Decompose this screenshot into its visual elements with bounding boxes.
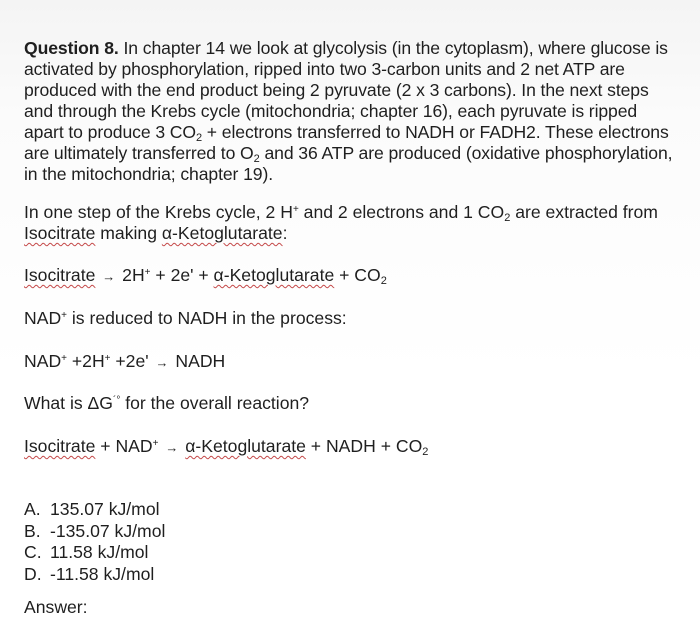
choice-letter: A. [24, 499, 41, 519]
choice-text: 135.07 kJ/mol [50, 499, 160, 519]
eq1-arrow: → [102, 269, 116, 284]
delta-text-1: What is ΔG [24, 393, 113, 413]
choice-text: -11.58 kJ/mol [50, 563, 155, 584]
eq1-part3: + CO [334, 265, 381, 285]
eq2-mid: +2H [67, 351, 105, 371]
choice-letter: B. [24, 520, 41, 541]
eq1-part1: 2H [117, 265, 145, 285]
delta-text-2: for the overall reaction? [120, 393, 310, 413]
krebs-text-3: are extracted from [510, 202, 658, 222]
answer-choices [24, 499, 165, 585]
eq2-arrow: → [155, 355, 169, 370]
eq3-sup: + [152, 438, 159, 449]
intro-sub-1: 2 [195, 132, 203, 144]
eq2-sup2: + [104, 353, 111, 364]
equation-2 [24, 351, 684, 373]
choice-letter: C. [24, 542, 42, 562]
eq3-part1: + NAD [95, 436, 153, 456]
eq3-isocitrate: Isocitrate [24, 436, 96, 456]
krebs-text-5: : [282, 223, 288, 243]
question-intro [24, 38, 674, 185]
krebs-text-4: making [95, 223, 162, 243]
eq1-sup: + [144, 267, 151, 278]
choice-b[interactable] [24, 521, 165, 543]
eq1-isocitrate: Isocitrate [24, 265, 96, 285]
eq3-part2: + NADH + CO [305, 436, 423, 456]
eq3-sub: 2 [422, 446, 429, 458]
eq2-nad: NAD [24, 351, 62, 371]
eq3-arrow: → [165, 440, 179, 455]
eq1-sub: 2 [380, 275, 387, 287]
choice-d[interactable] [24, 564, 165, 586]
intro-text-2: + electrons transferred to NADH or FADH2. These electrons are ultimately transferred to O [24, 122, 669, 163]
delta-g-question [24, 393, 684, 414]
eq2-end: +2e' [110, 351, 149, 371]
question-label: Question 8. [24, 38, 119, 58]
choice-text: 11.58 kJ/mol [50, 542, 149, 562]
intro-sub-2: 2 [253, 153, 260, 165]
krebs-sup-plus: + [292, 204, 299, 215]
eq1-ketoglutarate: α-Ketoglutarate [213, 265, 335, 285]
krebs-ketoglutarate: α-Ketoglutarate [161, 223, 283, 243]
nad-line-sup: + [61, 310, 67, 321]
krebs-text-1: In one step of the Krebs cycle, 2 H [24, 202, 293, 222]
equation-1 [24, 265, 684, 287]
krebs-paragraph [24, 202, 684, 244]
nad-reduced-line [24, 308, 684, 329]
krebs-sub-2: 2 [504, 212, 511, 224]
choice-letter: D. [24, 563, 42, 584]
eq2-sup1: + [61, 353, 67, 364]
krebs-text-2: and 2 electrons and 1 CO [298, 202, 505, 222]
krebs-isocitrate: Isocitrate [24, 223, 96, 243]
intro-text-3: and 36 ATP are produced (oxidative phosphorylation, in the mitochondria; chapter 19). [24, 143, 673, 184]
delta-sup: ´° [112, 395, 121, 406]
eq3-ketoglutarate: α-Ketoglutarate [185, 436, 306, 456]
eq2-product: NADH [170, 351, 226, 371]
intro-text-1: In chapter 14 we look at glycolysis (in the cytoplasm), where glucose is activated by phosphorylation, ripped into two 3-carbon units and 2 net ATP are produced with the end product being 2 pyruvate (2 x 3 carbons). In the next steps and through the Krebs cycle (mitochondria; chapter 16), each pyruvate is ripped apart to produce 3 CO [24, 38, 668, 142]
nad-line-rest: is reduced to NADH in the process: [67, 308, 347, 328]
choice-text: -135.07 kJ/mol [50, 520, 166, 541]
answer-label: Answer: [24, 597, 88, 617]
choice-a[interactable] [24, 499, 165, 521]
equation-3 [24, 436, 684, 458]
choice-c[interactable] [24, 542, 165, 564]
eq1-part2: + 2e' + [150, 265, 214, 285]
nad-line-nad: NAD [24, 308, 62, 328]
